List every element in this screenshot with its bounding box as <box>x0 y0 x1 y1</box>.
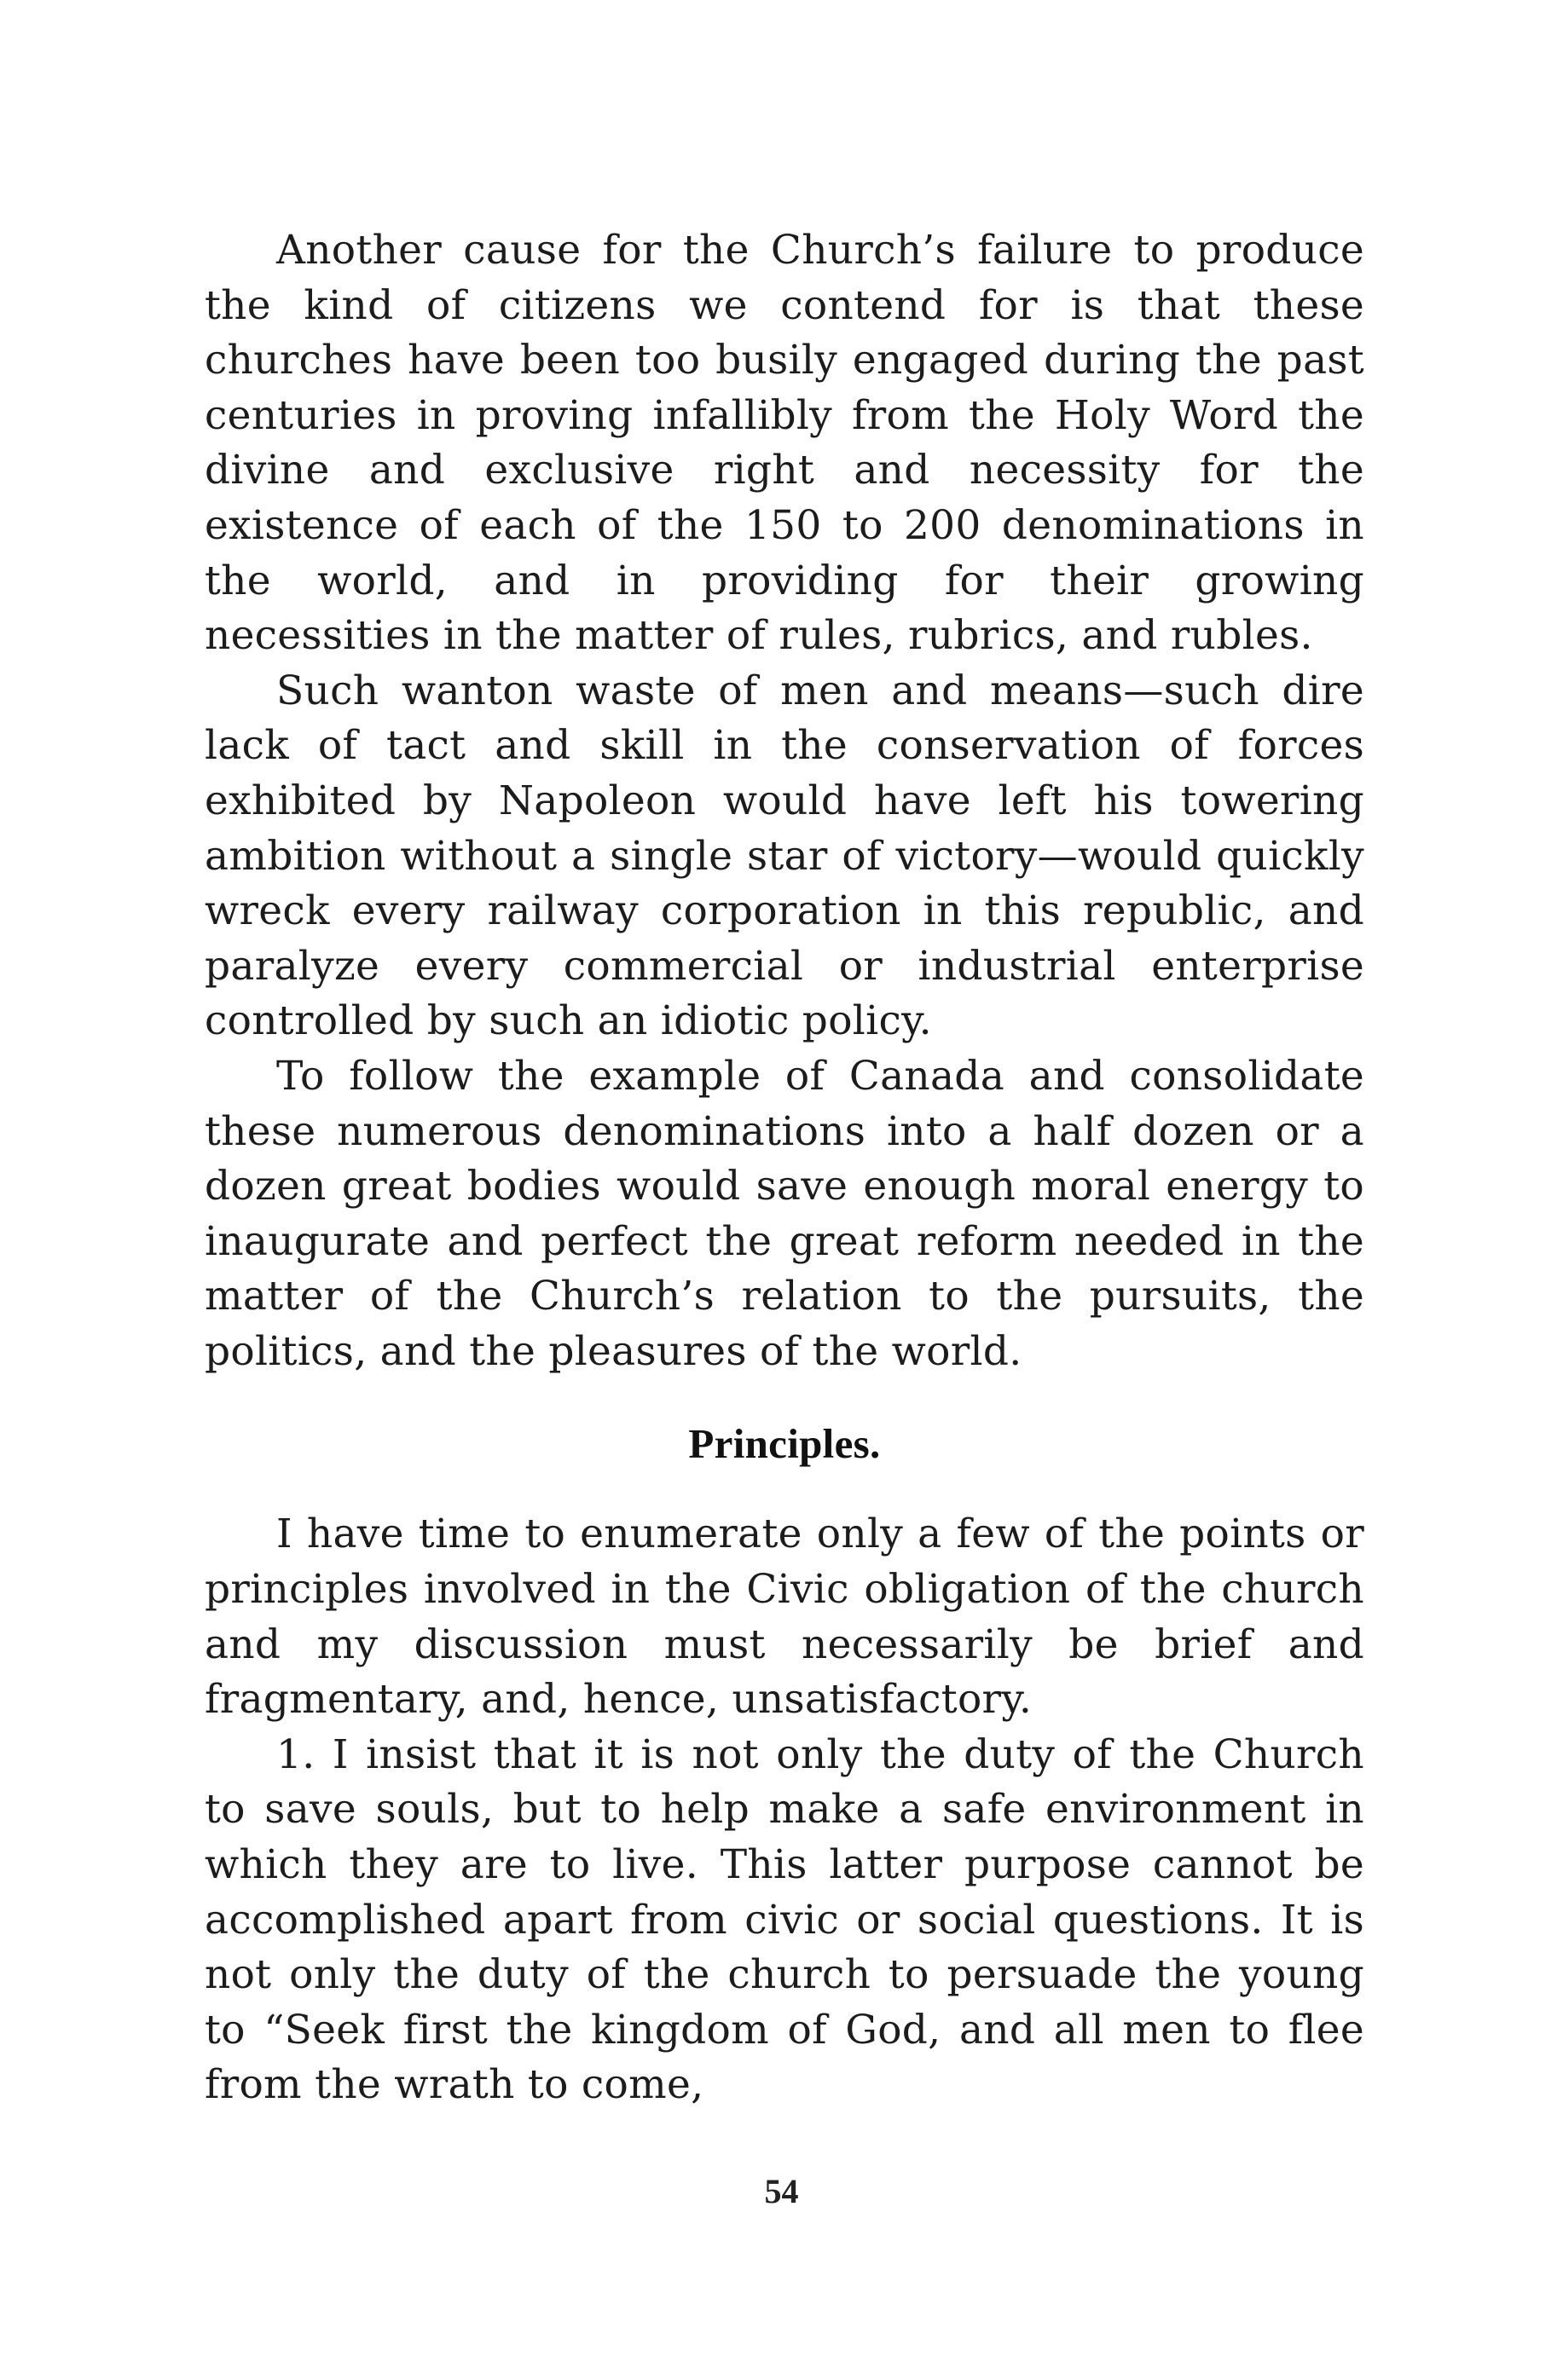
paragraph-wanton-waste: Such wanton waste of men and means—such dire lack of tact and skill in the conservation of forces exhibited by Napoleon would have left his towering ambition without a single star of victory—would quickly wreck every railway corporation in this republic, and paralyze every commercial or industrial enterprise controlled by such an idiotic policy. <box>205 667 1364 1045</box>
section-heading-principles: Principles. <box>688 1420 881 1468</box>
paragraph-point-one: 1. I insist that it is not only the duty of the Church to save souls, but to help make a safe environment in which they are to live. This latter purpose cannot be accomplished apart from civic or social questions. It is not only the duty of the church to persuade the young to “Seek first the kingdom of God, and all men to flee from the wrath to come, <box>205 1730 1364 2109</box>
page-number: 54 <box>764 2172 799 2210</box>
page-body-text <box>205 223 1364 2113</box>
paragraph-church-failure: Another cause for the Church’s failure to produce the kind of citizens we contend for is that these churches have been too busily engaged during the past centuries in proving infallibly from the Holy Word the divine and exclusive right and necessity for the existence of each of the 150 to 200 denominations in the world, and in providing for their growing necessities in the matter of rules, rubrics, and rubles. <box>205 227 1364 660</box>
paragraph-enumerate-points: I have time to enumerate only a few of the points or principles involved in the Civic obligation of the church and my discussion must necessarily be brief and fragmentary, and, hence, unsatisfactory. <box>205 1511 1364 1724</box>
paragraph-follow-canada: To follow the example of Canada and consolidate these numerous denominations into a half dozen or a dozen great bodies would save enough moral energy to inaugurate and perfect the great reform needed in the matter of the Church’s relation to the pursuits, the politics, and the pleasures of the world. <box>205 1052 1364 1375</box>
